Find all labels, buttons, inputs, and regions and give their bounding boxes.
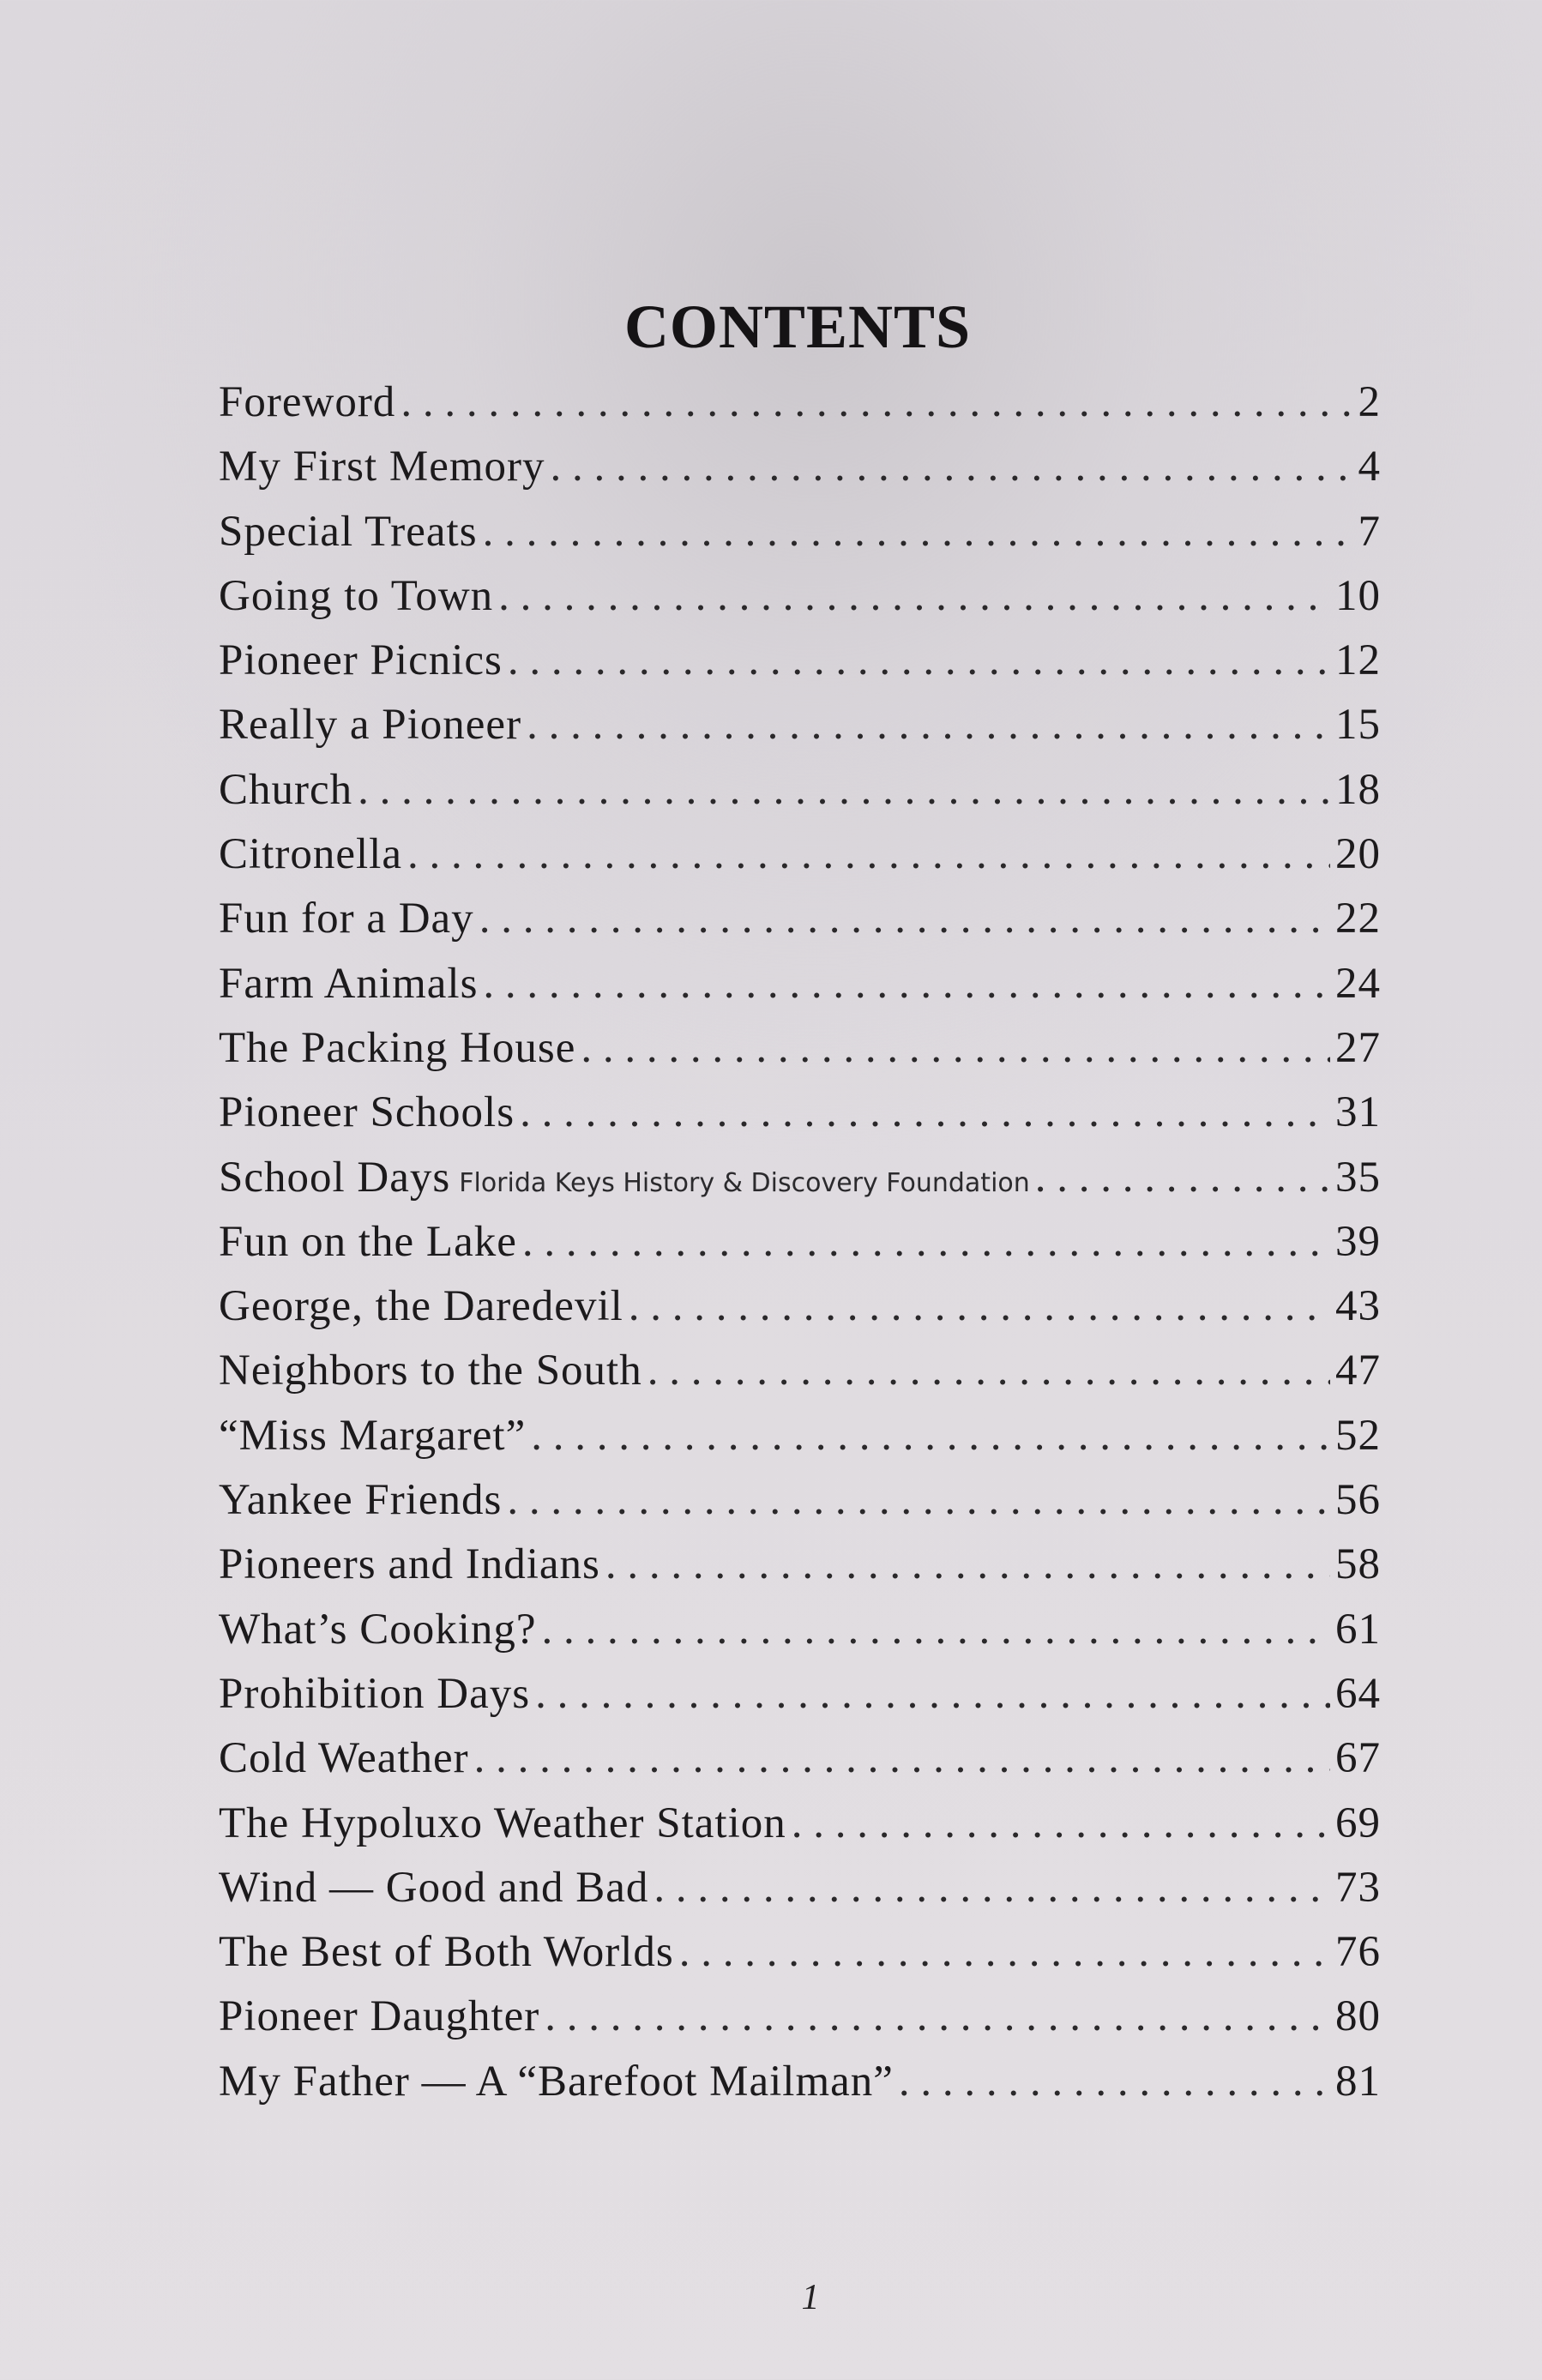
toc-entry-page: 69 <box>1335 1799 1381 1847</box>
dot-leader <box>629 1281 1330 1331</box>
dot-leader <box>401 377 1352 427</box>
toc-entry-page: 58 <box>1335 1540 1381 1589</box>
toc-entry-page: 10 <box>1335 571 1381 620</box>
toc-entry-page: 64 <box>1335 1669 1381 1718</box>
toc-entry-page: 76 <box>1335 1928 1381 1977</box>
dot-leader <box>542 1605 1330 1654</box>
toc-entry <box>219 571 1381 636</box>
toc-entry-page: 52 <box>1335 1411 1381 1460</box>
toc-entry-page: 56 <box>1335 1476 1381 1525</box>
toc-entry-page: 39 <box>1335 1217 1381 1266</box>
toc-entry-page: 4 <box>1358 443 1381 491</box>
toc-entry-page: 31 <box>1335 1088 1381 1137</box>
toc-entry <box>219 894 1381 958</box>
dot-leader <box>407 829 1330 879</box>
toc-entry <box>219 1863 1381 1927</box>
toc-entry-title: Prohibition Days <box>219 1669 531 1718</box>
toc-entry-title: The Packing House <box>219 1023 576 1072</box>
toc-entry <box>219 1346 1381 1410</box>
toc-entry-title: Neighbors to the South <box>219 1347 642 1395</box>
toc-entry-title: Church <box>219 765 353 814</box>
toc-entry-page: 7 <box>1358 507 1381 556</box>
toc-entry-title: The Best of Both Worlds <box>219 1928 674 1977</box>
dot-leader <box>654 1863 1330 1913</box>
toc-entry <box>219 1217 1381 1281</box>
toc-entry-page: 80 <box>1335 1992 1381 2041</box>
toc-entry <box>219 1605 1381 1669</box>
toc-entry <box>219 507 1381 571</box>
toc-entry-page: 43 <box>1335 1282 1381 1331</box>
dot-leader <box>358 765 1330 815</box>
dot-leader <box>498 571 1330 621</box>
toc-entry-title: Really a Pioneer <box>219 701 522 750</box>
toc-entry <box>219 829 1381 894</box>
dot-leader <box>520 1088 1330 1137</box>
page-number: 1 <box>801 2278 820 2317</box>
dot-leader <box>507 1475 1330 1525</box>
dot-leader <box>1035 1153 1330 1202</box>
toc-entry <box>219 442 1381 506</box>
contents-list <box>219 377 1381 2121</box>
toc-entry-page: 73 <box>1335 1863 1381 1912</box>
toc-entry-title: Fun for a Day <box>219 895 474 943</box>
toc-entry-title: Cold Weather <box>219 1734 469 1783</box>
toc-entry <box>219 1153 1381 1217</box>
toc-entry <box>219 1475 1381 1539</box>
toc-entry-title: Pioneer Picnics <box>219 636 503 685</box>
toc-entry-page: 35 <box>1335 1153 1381 1202</box>
toc-entry <box>219 1281 1381 1346</box>
dot-leader <box>581 1023 1330 1073</box>
toc-entry-title: The Hypoluxo Weather Station <box>219 1799 786 1847</box>
toc-entry-page: 47 <box>1335 1347 1381 1395</box>
toc-entry-title: Foreword <box>219 378 396 426</box>
toc-entry-title: Wind — Good and Bad <box>219 1863 649 1912</box>
toc-entry <box>219 959 1381 1023</box>
dot-leader <box>605 1539 1330 1589</box>
watermark-text: Florida Keys History & Discovery Foundation <box>459 1167 1030 1198</box>
toc-entry-title: What’s Cooking? <box>219 1605 537 1654</box>
toc-entry-title: Farm Animals <box>219 959 479 1008</box>
toc-entry <box>219 1411 1381 1475</box>
toc-entry-page: 22 <box>1335 895 1381 943</box>
toc-entry <box>219 1088 1381 1152</box>
toc-entry-title: My Father — A “Barefoot Mailman” <box>219 2057 894 2106</box>
page-title: CONTENTS <box>623 292 972 362</box>
dot-leader <box>535 1669 1330 1719</box>
toc-entry <box>219 1991 1381 2056</box>
dot-leader <box>483 959 1330 1009</box>
toc-entry-page: 18 <box>1335 765 1381 814</box>
toc-entry-title: Yankee Friends <box>219 1476 503 1525</box>
toc-entry <box>219 1927 1381 1991</box>
dot-leader <box>648 1346 1330 1395</box>
dot-leader <box>522 1217 1330 1267</box>
toc-entry-page: 67 <box>1335 1734 1381 1783</box>
toc-entry-title: Pioneer Schools <box>219 1088 515 1137</box>
dot-leader <box>479 894 1330 943</box>
dot-leader <box>508 636 1330 685</box>
toc-entry-title: George, the Daredevil <box>219 1282 623 1331</box>
toc-entry-page: 81 <box>1335 2057 1381 2106</box>
dot-leader <box>545 1991 1330 2041</box>
toc-entry <box>219 1669 1381 1733</box>
toc-entry <box>219 2057 1381 2121</box>
toc-entry-page: 12 <box>1335 636 1381 685</box>
toc-entry <box>219 636 1381 700</box>
toc-entry-page: 15 <box>1335 701 1381 750</box>
toc-entry-page: 2 <box>1358 378 1381 426</box>
toc-entry-page: 61 <box>1335 1605 1381 1654</box>
dot-leader <box>527 700 1330 750</box>
toc-entry-title: Fun on the Lake <box>219 1217 517 1266</box>
toc-entry-title: My First Memory <box>219 443 545 491</box>
toc-entry-title: Going to Town <box>219 571 494 620</box>
toc-entry <box>219 1799 1381 1863</box>
toc-entry <box>219 1539 1381 1604</box>
dot-leader <box>531 1411 1330 1461</box>
toc-entry-title: Pioneer Daughter <box>219 1992 540 2041</box>
dot-leader <box>679 1927 1330 1977</box>
toc-entry <box>219 377 1381 442</box>
toc-entry <box>219 765 1381 829</box>
toc-entry <box>219 1023 1381 1088</box>
dot-leader <box>899 2057 1330 2106</box>
toc-entry-title: Citronella <box>219 830 402 879</box>
toc-entry-title: Special Treats <box>219 507 478 556</box>
toc-entry-page: 24 <box>1335 959 1381 1008</box>
dot-leader <box>483 507 1353 557</box>
toc-entry-page: 20 <box>1335 830 1381 879</box>
dot-leader <box>474 1733 1330 1783</box>
toc-entry <box>219 1733 1381 1798</box>
toc-entry <box>219 700 1381 764</box>
dot-leader <box>792 1799 1330 1848</box>
dot-leader <box>551 442 1353 491</box>
toc-entry-page: 27 <box>1335 1023 1381 1072</box>
toc-entry-title: “Miss Margaret” <box>219 1411 527 1460</box>
toc-entry-title: Pioneers and Indians <box>219 1540 600 1589</box>
toc-entry-title: School Days <box>219 1153 451 1202</box>
